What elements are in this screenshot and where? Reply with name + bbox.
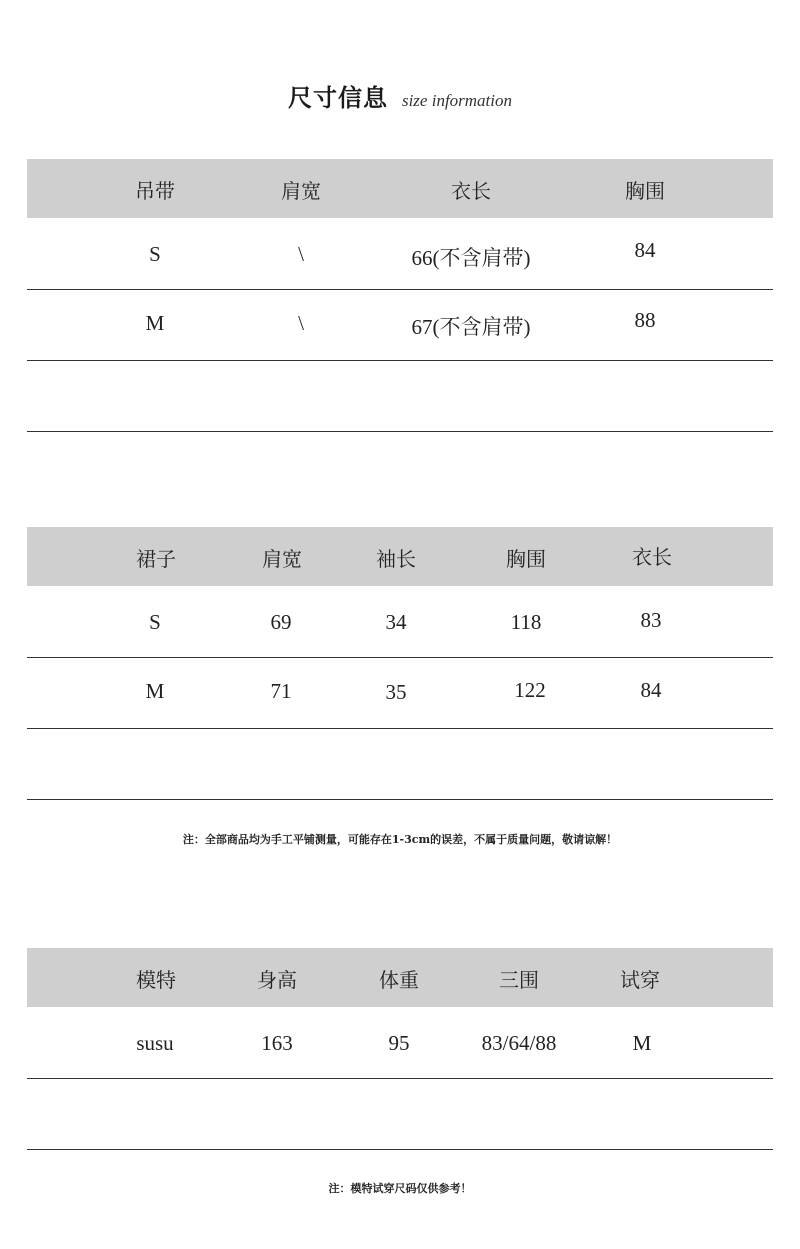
header-cell: 肩宽 [262,547,302,571]
table-cell: \ [298,311,304,335]
table-row [27,218,773,289]
table-cell: 84 [640,678,662,702]
title-cn: 尺寸信息 [287,83,388,112]
header-cell: 三围 [499,968,539,992]
table-cell: 163 [261,1031,293,1055]
row-divider [27,728,773,729]
table-row [27,289,773,360]
table-cell: 83 [640,608,662,632]
table-row [27,1007,773,1078]
table-cell: 66(不含肩带) [411,246,531,270]
header-cell: 衣长 [451,179,491,203]
header-cell: 肩宽 [281,179,321,203]
row-divider [27,1149,773,1150]
table-cell: susu [136,1031,174,1055]
table-cell: M [632,1031,652,1055]
header-cell: 试穿 [620,968,660,992]
header-cell: 胸围 [506,547,546,571]
model-note: 注：模特试穿尺码仅供参考！ [328,1182,472,1195]
table-cell: 95 [388,1031,410,1055]
header-cell: 身高 [257,968,297,992]
table-cell: S [149,610,161,634]
table-row [27,586,773,657]
table-cell: \ [298,242,304,266]
table-cell: 83/64/88 [481,1031,557,1055]
row-divider [27,799,773,800]
table-cell: S [149,242,161,266]
table-cell: 122 [514,678,546,702]
row-divider [27,1078,773,1079]
header-cell: 模特 [136,968,176,992]
table-cell: M [145,679,165,703]
page-title [0,78,800,113]
table-cell: M [145,311,165,335]
header-cell: 裙子 [136,547,176,571]
header-cell: 胸围 [625,179,665,203]
table-cell: 84 [634,238,656,262]
table-cell: 34 [385,610,407,634]
table-cell: 35 [385,680,407,704]
row-divider [27,360,773,361]
header-cell: 吊带 [135,179,175,203]
table-header [27,948,773,1007]
table-cell: 88 [634,308,656,332]
header-cell: 袖长 [376,547,416,571]
table-header [27,527,773,586]
table-cell: 69 [270,610,292,634]
table-cell: 71 [270,679,292,703]
table-cell: 67(不含肩带) [411,315,531,339]
table-row [27,657,773,728]
header-cell: 衣长 [632,545,672,569]
table-header [27,159,773,218]
table-cell: 118 [510,610,542,634]
row-divider [27,431,773,432]
header-cell: 体重 [379,968,419,992]
measurement-note: 注：全部商品均为手工平铺测量，可能存在1-3cm的误差，不属于质量问题，敬请谅解！ [182,833,618,846]
title-en: size information [401,91,513,110]
